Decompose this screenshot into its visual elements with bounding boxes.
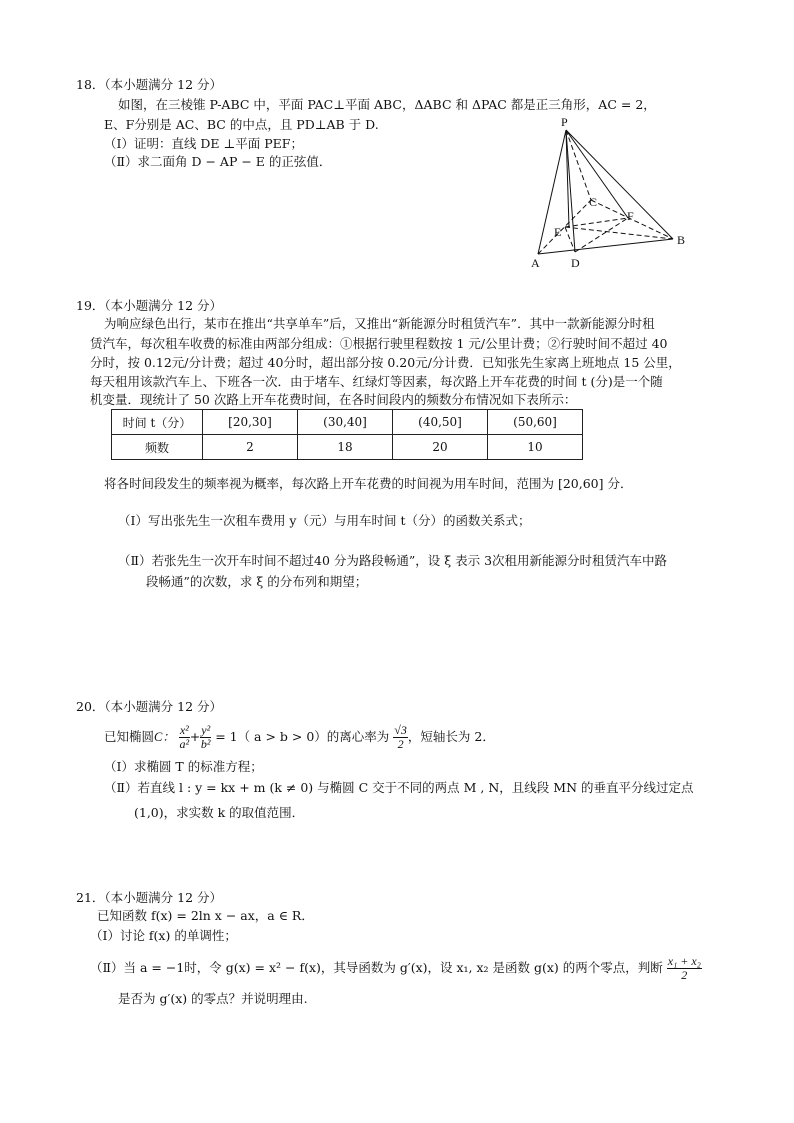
q20-eq-tail: = 1（ a > b > 0）的离心率为 [215,729,390,744]
frac-num: x² [179,723,189,737]
q20-eq-end: ，短轴长为 2． [407,729,495,744]
table-header-row [112,410,583,435]
q20-number: 20．（本小题满分 12 分） [76,699,223,714]
frac-den: b² [200,737,211,751]
label-F: F [627,209,634,223]
q20-part2-line2: (1,0)，求实数 k 的取值范围． [134,805,305,820]
q19-number: 19．（本小题满分 12 分） [76,298,223,313]
q20-part1: （Ⅰ）求椭圆 T 的标准方程； [104,759,263,774]
frac-num: x₁ + x₂ [667,954,701,968]
q18-line1: 如图，在三棱锥 P-ABC 中，平面 PAC⊥平面 ABC，ΔABC 和 ΔPAC 都是正三角形，AC = 2， [118,97,656,112]
label-C: C [589,195,598,209]
q21-part2-text: （Ⅱ）当 a = −1时，令 g(x) = x² − f(x)，其导函数为 g′(x)，设 x₁, x₂ 是函数 g(x) 的两个零点，判断 [90,960,663,975]
frac-den: 2 [681,968,688,982]
q19-frequency-table [111,409,583,460]
eccentricity-fraction [393,724,408,751]
q19-part2-line2: 段畅通”的次数，求 ξ 的分布列和期望； [146,574,368,589]
table-cell: 20 [393,435,488,460]
q19-part2-line1: （Ⅱ）若张先生一次开车时间不超过40 分为路段畅通”，设 ξ 表示 3次租用新能源分时租赁汽车中路 [118,553,668,568]
label-B: B [677,233,686,247]
q19-para-line3: 分时，按 0.12元/分计费；超过 40分时，超出部分按 0.20元/分计费．已知张先生家离上班地点 15 公里， [90,355,681,370]
q19-para-line5: 机变量．现统计了 50 次路上开车花费时间，在各时间段内的频数分布情况如下表所示： [90,392,577,407]
q20-lead: 已知椭圆 [104,729,155,744]
q18-part1: （Ⅰ）证明：直线 DE ⊥平面 PEF； [104,136,303,151]
label-D: D [571,256,580,270]
table-cell: 时间 t（分） [112,410,203,435]
q20-ellipse-statement: 已知椭圆C： $\frac{\text{x²}}{\text{a²}}$ + $\frac{\text{y²}}{\text{b²}}$ = 1（ a > b > 0）的离心率为 $\frac{√3}{2}$ ，短轴长为 2． [104,723,495,751]
q18-part2: （Ⅱ）求二面角 D − AP − E 的正弦值． [104,154,332,169]
frac-num: y² [201,723,211,737]
q19-para-line4: 每天租用该款汽车上、下班各一次．由于堵车、红绿灯等因素，每次路上开车花费的时间 t (分)是一个随 [90,374,663,389]
q21-part2-line2: 是否为 g′(x) 的零点？并说明理由. [118,991,308,1006]
table-cell: [20,30] [203,410,298,435]
q21-number: 21．（本小题满分 12 分） [76,890,223,905]
q19-after-table: 将各时间段发生的频率视为概率，每次路上开车花费的时间视为用车时间，范围为 [20,60] 分． [104,476,633,491]
table-cell: 2 [203,435,298,460]
x1-x2-half-fraction [667,955,702,982]
q18-number: 18．（本小题满分 12 分） [76,77,223,92]
q20-part2-line1: （Ⅱ）若直线 l : y = kx + m (k ≠ 0) 与椭圆 C 交于不同的两点 M , N，且线段 MN 的垂直平分线过定点 [104,780,694,795]
q21-part1: （Ⅰ）讨论 f(x) 的单调性； [90,928,237,943]
q19-part1: （Ⅰ）写出张先生一次租车费用 y（元）与用车时间 t（分）的函数关系式； [118,513,531,528]
frac-den: 2 [397,737,404,751]
q19-para-line1: 为响应绿色出行，某市在推出“共享单车”后，又推出“新能源分时租赁汽车”．其中一款新能源分时租 [104,316,655,331]
q20-ellipse-name: C： [154,730,175,744]
table-cell: (40,50] [393,410,488,435]
q19-para-line2: 赁汽车，每次租车收费的标准由两部分组成：①根据行驶里程数按 1 元/公里计费；②行驶时间不超过 40 [90,336,668,351]
q18-line2: E、F分别是 AC、BC 的中点，且 PD⊥AB 于 D. [104,117,379,132]
table-cell: 频数 [112,435,203,460]
table-cell: 18 [298,435,393,460]
table-cell: (30,40] [298,410,393,435]
q21-part2-line1 [90,950,702,986]
frac-num: √3 [394,723,407,737]
table-row [112,435,583,460]
label-P: P [561,115,568,129]
y-squared-fraction [200,724,211,751]
label-E: E [554,225,562,239]
frac-den: a² [179,737,190,751]
q18-tetrahedron-figure [525,112,700,272]
table-cell: (50,60] [488,410,583,435]
table-cell: 10 [488,435,583,460]
q21-lead: 已知函数 f(x) = 2ln x − ax，a ∈ R． [97,908,314,923]
label-A: A [531,256,540,270]
x-squared-fraction [179,724,190,751]
